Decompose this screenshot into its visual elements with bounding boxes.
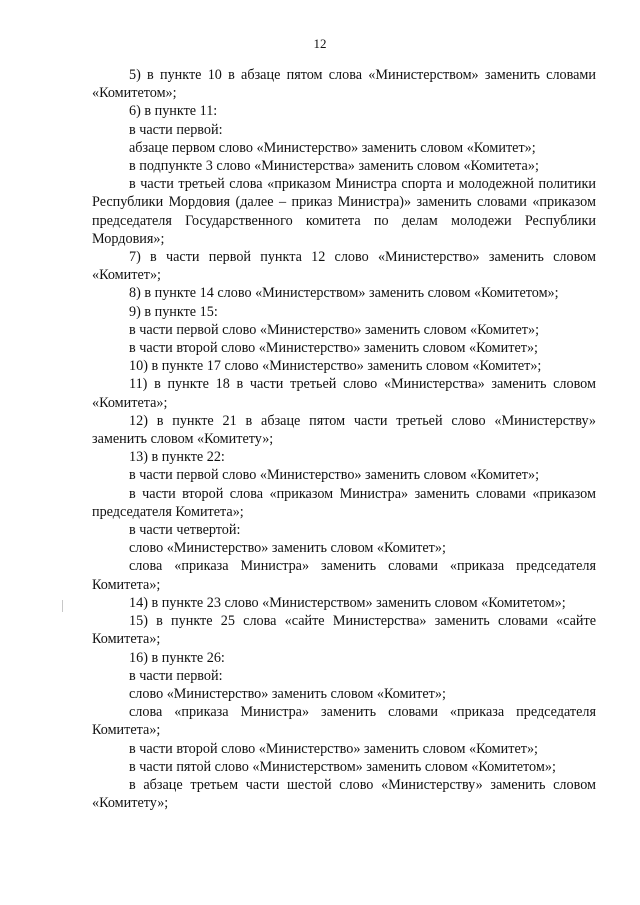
paragraph-item-9: 9) в пункте 15: — [129, 303, 218, 320]
paragraph-item-6: 6) в пункте 11: — [129, 103, 218, 120]
paragraph-item-12: 12) в пункте 21 в абзаце пятом части третьей слово «Министерству» заменить словом «Комитету»; — [92, 412, 596, 448]
paragraph-abzac-first: абзаце первом слово «Министерство» заменить словом «Комитет»; — [129, 139, 536, 156]
document-body — [92, 66, 596, 812]
paragraph-item-8: 8) в пункте 14 слово «Министерством» заменить словом «Комитетом»; — [129, 285, 559, 302]
paragraph-item-16: 16) в пункте 26: — [129, 649, 225, 666]
paragraph-item-16-part-second: в части второй слово «Министерство» заменить словом «Комитет»; — [129, 740, 538, 757]
paragraph-item-16-part-first-words: слова «приказа Министра» заменить словами «приказа председателя Комитета»; — [92, 704, 596, 739]
paragraph-item-14: 14) в пункте 23 слово «Министерством» заменить словом «Комитетом»; — [129, 594, 566, 611]
paragraph-item-16-part-fifth: в части пятой слово «Министерством» заменить словом «Комитетом»; — [129, 758, 556, 775]
scan-artifact-mark — [62, 600, 63, 612]
paragraph-item-13-part-fourth: в части четвертой: — [129, 522, 241, 539]
paragraph-item-13-part-second: в части второй слова «приказом Министра» заменить словами «приказом председателя Комитета»; — [92, 485, 596, 520]
paragraph-part-first: в части первой: — [129, 121, 223, 138]
paragraph-item-15: 15) в пункте 25 слова «сайте Министерства» заменить словами «сайте Комитета»; — [92, 613, 596, 648]
paragraph-item-9-part-first: в части первой слово «Министерство» заменить словом «Комитет»; — [129, 321, 540, 338]
paragraph-item-5: 5) в пункте 10 в абзаце пятом слова «Министерством» заменить словами «Комитетом»; — [92, 67, 596, 102]
paragraph-item-16-part-first: в части первой: — [129, 667, 223, 684]
paragraph-item-9-part-second: в части второй слово «Министерство» заменить словом «Комитет»; — [129, 340, 538, 357]
paragraph-item-13-part-fourth-word: слово «Министерство» заменить словом «Комитет»; — [129, 540, 446, 557]
paragraph-item-13-part-first: в части первой слово «Министерство» заменить словом «Комитет»; — [129, 467, 540, 484]
paragraph-item-16-part-sixth: в абзаце третьем части шестой слово «Министерству» заменить словом «Комитету»; — [92, 776, 596, 812]
paragraph-item-13-part-fourth-words: слова «приказа Министра» заменить словами «приказа председателя Комитета»; — [92, 558, 596, 593]
paragraph-item-10: 10) в пункте 17 слово «Министерство» заменить словом «Комитет»; — [129, 358, 542, 375]
paragraph-item-11: 11) в пункте 18 в части третьей слово «Министерства» заменить словом «Комитета»; — [92, 376, 596, 411]
paragraph-part-third: в части третьей слова «приказом Министра спорта и молодежной политики Республики Мордовия (далее – приказ Министра)» заменить словами «приказом председателя Государственного комитета по делам молодежи Республики Мордовия»; — [92, 176, 596, 247]
paragraph-subitem-3: в подпункте 3 слово «Министерства» заменить словом «Комитета»; — [129, 158, 539, 175]
paragraph-item-13: 13) в пункте 22: — [129, 449, 225, 466]
paragraph-item-7: 7) в части первой пункта 12 слово «Министерство» заменить словом «Комитет»; — [92, 249, 596, 284]
paragraph-item-16-part-first-word: слово «Министерство» заменить словом «Комитет»; — [129, 685, 446, 702]
page-number: 12 — [313, 36, 327, 51]
